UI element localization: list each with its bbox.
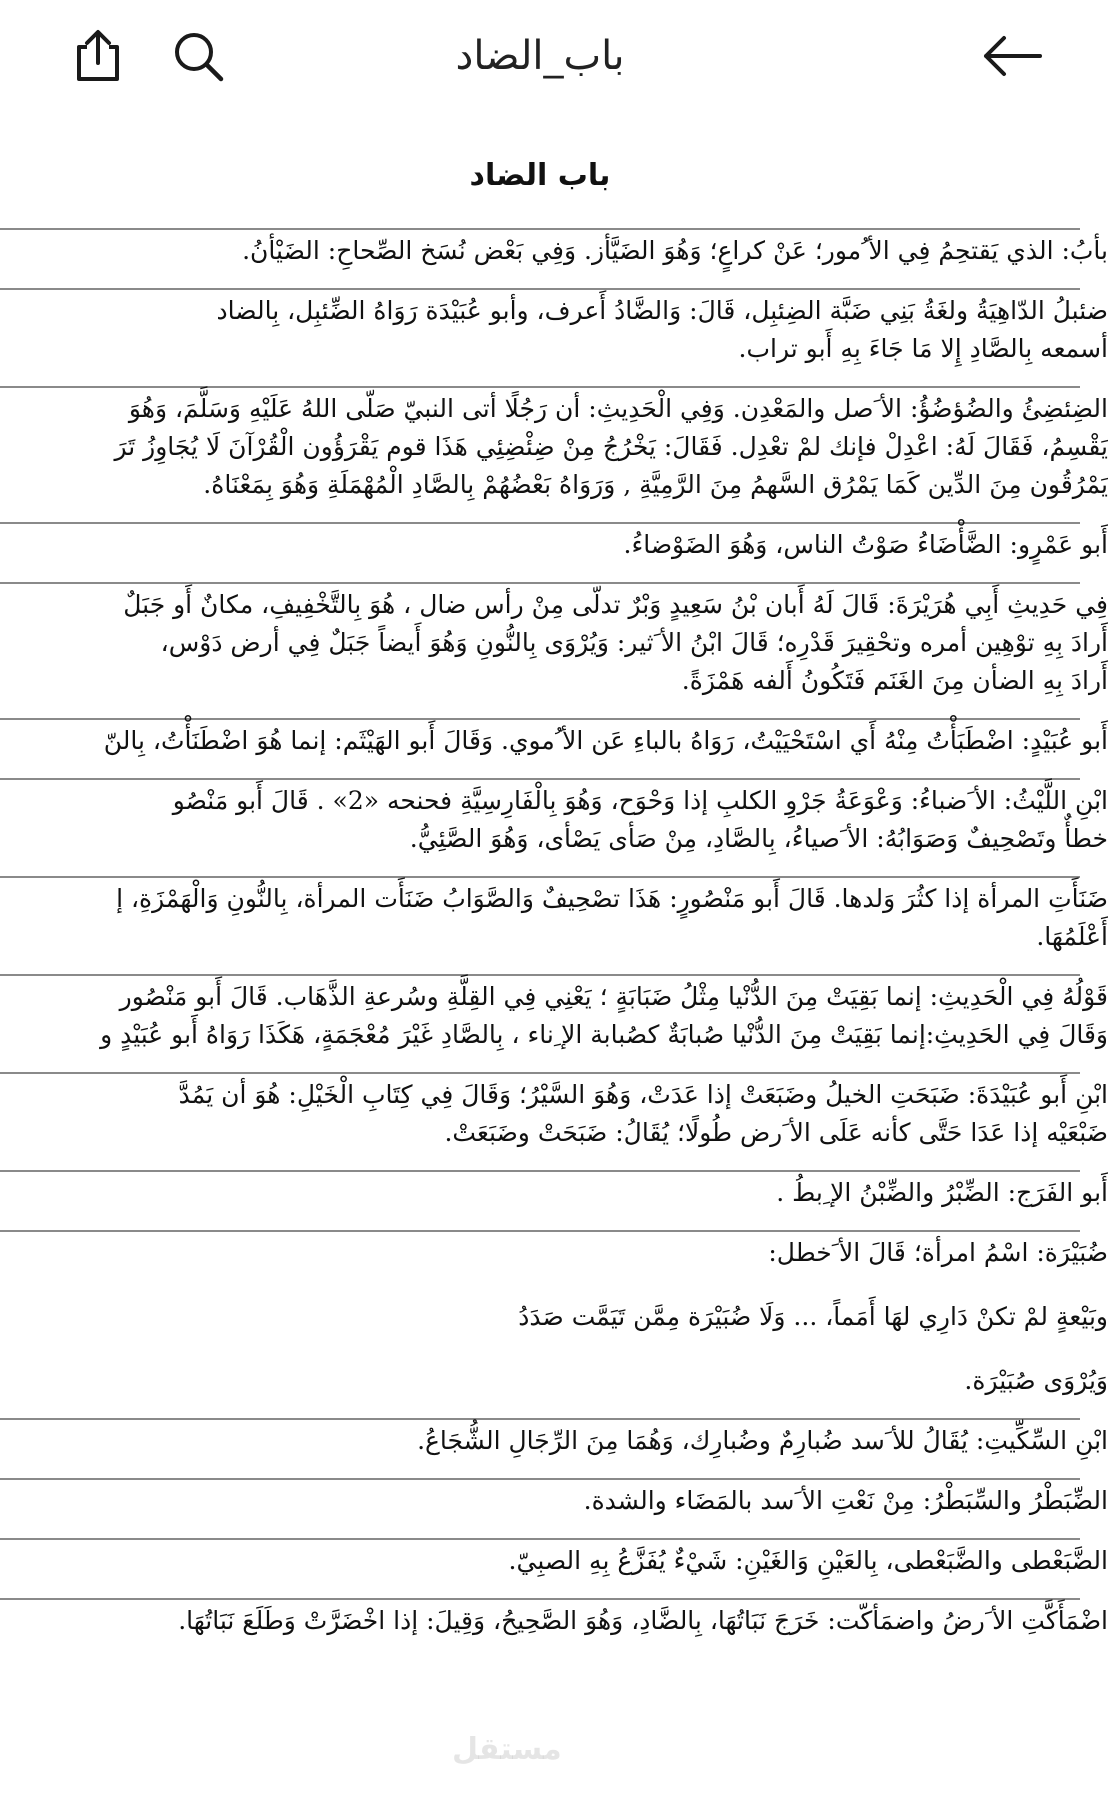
- entry-line: بأبُ: الذي يَقتحِمُ فِي الأ ُمور؛ عَنْ كراعٍ؛ وَهُوَ الضَيَّأز. وَفِي بَعْض نُسَخ الصِّحاحِ: الضَيْأنُ.: [242, 236, 1108, 265]
- entry-line: الضِّبَطْرُ والسِّبَطْرُ: مِنْ نَعْتِ الأ َسد بالمَضَاء والشدة.: [583, 1486, 1108, 1515]
- entry-line: اضْمَأَكَّتِ الأ َرضُ واضمَأكّت: خَرَجَ نَبَاتُهَا، بِالضَّادِ، وَهُوَ الصَّحِيحُ، وَقِيلَ: إذا اخْضَرَّتْ وَطَلَعَ نَبَاتُهَا.: [178, 1606, 1108, 1635]
- entry-line: الضَّبَعْطى والضَّبَعْطى، بِالعَيْنِ وَالغَيْنِ: شَيْءٌ يُفَزَّعُ بِهِ الصبِيّ.: [508, 1546, 1108, 1575]
- entry-list: [0, 228, 1108, 1658]
- entry-line: وَيُرْوَى صُبَيْرَة.: [964, 1366, 1108, 1395]
- entry-line: ضَبْعَيْه إذا عَدَا حَتَّى كأنه عَلَى الأ َرض طُولًا؛ يُقَالُ: ضَبَحَتْ وضَبَعَتْ.: [444, 1118, 1108, 1147]
- entry-line: وَقَالَ فِي الحَدِيثِ:إنما بَقِيَتْ مِنَ الدُّنْيا صُبابَةٌ كصُبابة الإ ِناء ، بِالصَّادِ غَيْرَ مُعْجَمَةٍ، هَكَذَا رَوَاهُ أَبو عُبَيْدٍ و: [100, 1020, 1108, 1049]
- entry-line: أَبو عَمْرٍو: الضَّأْضَاءُ صَوْتُ الناس، وَهُوَ الضَوْضاءُ.: [623, 530, 1108, 559]
- dictionary-entry: [0, 522, 1108, 582]
- entry-line: أَعْلَمُهَا.: [1036, 922, 1108, 951]
- entry-line: ضئبلُ الدّاهِيَةُ ولغَةُ بَنِي ضَبَّة الضِئبِل، قَالَ: وَالضَّادُ أَعرف، وأبو عُبَيْدَة رَوَاهُ الضِّئبِل، بِالضاد: [216, 296, 1108, 325]
- dictionary-entry: [0, 718, 1108, 778]
- entry-line: ضَنَأَتِ المرأة إذا كثُرَ وَلدها. قَالَ أَبو مَنْصُورٍ: هَذَا تصْحِيفٌ وَالصَّوَابُ ضَنَأَت المرأة، بِالنُّونِ وَالْهَمْزَةِ، إ: [116, 884, 1108, 913]
- dictionary-entry: [0, 1478, 1108, 1538]
- document-content[interactable]: [0, 112, 1108, 1815]
- line-gap: [0, 1272, 1080, 1298]
- entry-line: قَوْلُهُ فِي الْحَدِيثِ: إنما بَقِيَتْ مِنَ الدُّنْيا مِثْلُ ضَبَابَةٍ ؛ يَعْنِي فِي القِلَّةِ وسُرعةِ الذَّهَاب. قَالَ أَبو مَنْصُور: [119, 982, 1108, 1011]
- entry-line: أَبو الفَرَج: الضِّبْرُ والضِّبْنُ الإ ِبطُ .: [776, 1178, 1108, 1207]
- page-title: باب_الضاد: [455, 33, 625, 79]
- dictionary-entry: [0, 778, 1108, 876]
- dictionary-entry: [0, 1418, 1108, 1478]
- dictionary-entry: [0, 974, 1108, 1072]
- dictionary-entry: [0, 582, 1108, 718]
- line-gap: [0, 1336, 1080, 1362]
- entry-line: أَبو عُبَيْدٍ: اضْطَبَأْتُ مِنْهُ أَي اسْتَحْيَيْتُ، رَوَاهُ بالباءِ عَن الأ ُموي. وَقَالَ أَبو الهَيْثَم: إنما هُوَ اضْطَنَأْتُ، بِالنّ: [103, 726, 1108, 755]
- entry-line: خطأٌ وتَصْحِيفٌ وَصَوَابُهُ: الأ َصياءُ، بِالصَّادِ، مِنْ صَأى يَصْأى، وَهُوَ الصَّئِيُّ.: [409, 824, 1108, 853]
- dictionary-entry: [0, 1170, 1108, 1230]
- entry-line: يَمْرُقُون مِنَ الدِّين كَمَا يَمْرُق السَّهمُ مِنَ الرَّمِيَّةِ , وَرَوَاهُ بَعْضُهُمْ بِالصَّادِ الْمُهْمَلَةِ وَهُوَ بِمَعْنَاهُ.: [203, 470, 1108, 499]
- entry-line: فِي حَدِيثِ أَبِي هُرَيْرَةَ: قَالَ لَهُ أَبان بْنُ سَعِيدٍ وَبْرٌ تدلّى مِنْ رأس ضال ، هُوَ بِالتَّخْفِيفِ، مكانٌ أَو جَبَلٌ: [123, 590, 1108, 619]
- entry-line: ابْنِ أَبو عُبَيْدَةَ: ضَبَحَتِ الخيلُ وضَبَعَتْ إذا عَدَتْ، وَهُوَ السَّيْرُ؛ وَقَالَ فِي كِتَابِ الْخَيْلِ: هُوَ أن يَمُدَّ: [178, 1080, 1108, 1109]
- dictionary-entry: [0, 288, 1108, 386]
- document-title: باب الضاد: [469, 158, 611, 193]
- dictionary-entry: [0, 1538, 1108, 1598]
- entry-line: الضِئضِئُ والضُؤضُؤُ: الأ َصل والمَعْدِن. وَفِي الْحَدِيثِ: أن رَجُلًا أتى النبيّ صَلّى اللهُ عَلَيْهِ وَسَلَّمَ، وَهُوَ: [128, 394, 1108, 423]
- top-app-bar: [0, 0, 1080, 112]
- arrow-left-icon[interactable]: [980, 24, 1044, 88]
- entry-line: ابْنِ السِّكِّيتِ: يُقَالُ للأ َسد ضُبارِمٌ وضُبارِك، وَهُمَا مِنَ الرِّجَالِ الشُّجَاعُ.: [417, 1426, 1108, 1455]
- dictionary-entry: [0, 1230, 1108, 1418]
- dictionary-entry: [0, 386, 1108, 522]
- entry-line: أَرادَ بِهِ الضأن مِنَ الغَنَم فَتَكُونُ أَلفه هَمْزَةً.: [681, 666, 1108, 695]
- watermark: مستقل: [452, 1732, 562, 1767]
- entry-line: أسمعه بِالصَّادِ إِلا مَا جَاءَ بِهِ أَبو تراب.: [738, 334, 1108, 363]
- entry-line: وبَيْعةٍ لمْ تكنْ دَارِي لهَا أَمَماً، ... وَلَا ضُبَيْرَة مِمَّن تَيَمَّت صَدَدُ: [518, 1302, 1108, 1331]
- entry-line: ابْنِ اللَّيْثُ: الأ َضباءُ: وَعْوَعَةُ جَرْوِ الكلبِ إذا وَحْوَح، وَهُوَ بِالْفَارِسِيَّةِ فحنحه «2» . قَالَ أَبو مَنْصُو: [172, 786, 1108, 815]
- dictionary-entry: [0, 1598, 1108, 1658]
- entry-line: أَرادَ بِهِ توْهِين أمره وتحْقِيرَ قَدْرِه؛ قَالَ ابْنُ الأ َثير: وَيُرْوَى بِالنُّونِ وَهُوَ أَيضاً جَبَلٌ فِي أرض دَوْس،: [160, 628, 1108, 657]
- dictionary-entry: [0, 228, 1108, 288]
- dictionary-entry: [0, 876, 1108, 974]
- entry-line: يَقْسِمُ، فَقَالَ لَهُ: اعْدِلْ فإنك لمْ تعْدِل. فَقَالَ: يَخْرُجُ مِنْ ضِئْضِئِي هَذَا قوم يَقْرَؤُون الْقُرْآنَ لَا يُجَاوِزُ تَرَ: [114, 432, 1108, 461]
- entry-line: ضُبَيْرَة: اسْمُ امرأة؛ قَالَ الأ َخطل:: [768, 1238, 1108, 1267]
- dictionary-entry: [0, 1072, 1108, 1170]
